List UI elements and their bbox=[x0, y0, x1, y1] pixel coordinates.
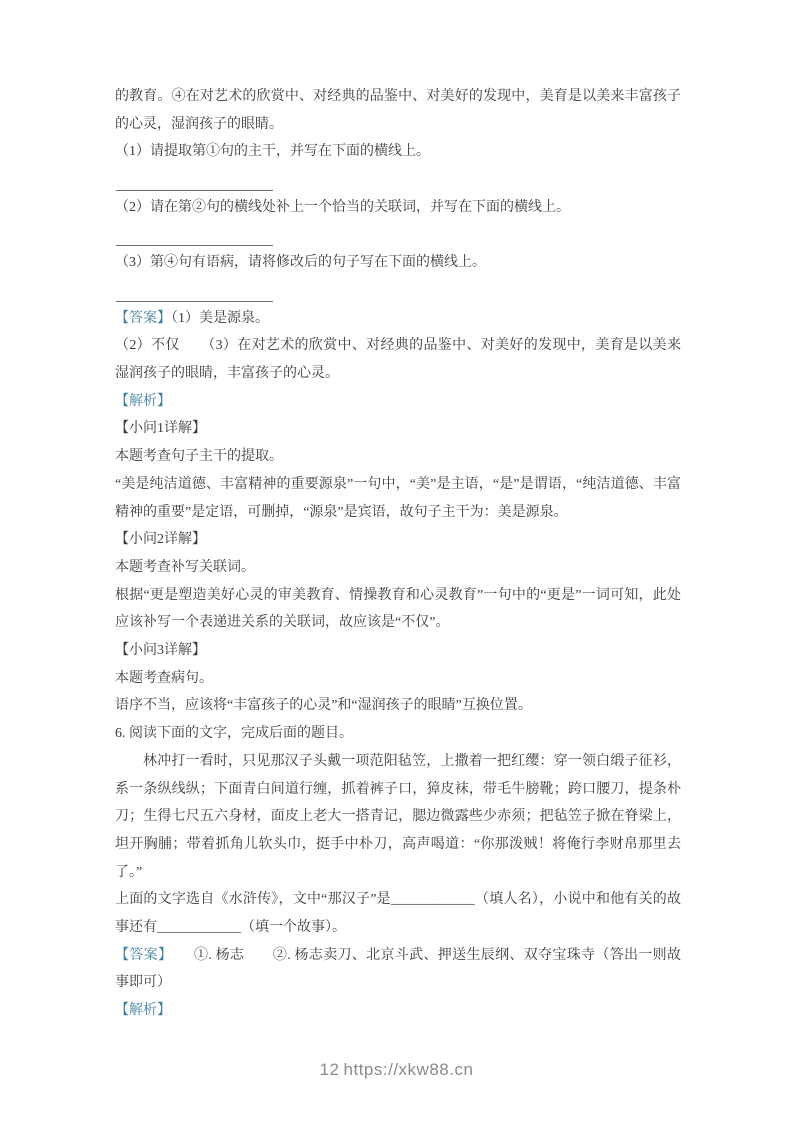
blank-underline bbox=[116, 190, 273, 191]
question-6-stem bbox=[115, 720, 681, 748]
paragraph-text: 本题考查补写关联词。 bbox=[115, 559, 255, 575]
paragraph-text: （2）不仅 （3）在对艺术的欣赏中、对经典的品鉴中、对美好的发现中，美育是以美来湿润孩子的眼睛，丰富孩子的心灵。 bbox=[115, 338, 681, 381]
paragraph-text: （3）第④句有语病，请将修改后的句子写在下面的横线上。 bbox=[115, 255, 486, 271]
page-footer bbox=[0, 1060, 793, 1080]
answer-blank-2 bbox=[115, 222, 681, 250]
subq3-detail-intro bbox=[115, 665, 681, 693]
paragraph-text: 本题考查病句。 bbox=[115, 670, 213, 686]
q6-analysis-label bbox=[115, 997, 681, 1025]
blank-underline bbox=[116, 245, 273, 246]
q6-answer bbox=[115, 942, 681, 997]
passage-continuation bbox=[115, 83, 681, 138]
paragraph-text: （1）请提取第①句的主干，并写在下面的横线上。 bbox=[115, 144, 430, 160]
document-content bbox=[115, 83, 681, 1025]
footer-url: https://xkw88.cn bbox=[343, 1060, 474, 1079]
paragraph-text: “美是纯洁道德、丰富精神的重要源泉”一句中，“美”是主语，“是”是谓语，“纯洁道德、丰富精神的重要”是定语，可删掉，“源泉”是宾语，故句子主干为：美是源泉。 bbox=[115, 476, 681, 520]
paragraph-text: 6. 阅读下面的文字，完成后面的题目。 bbox=[115, 726, 353, 742]
paragraph-text: 根据“更是塑造美好心灵的审美教育、情操教育和心灵教育”一句中的“更是”一词可知，此处应该补写一个表递进关系的关联词，故应该是“不仅”。 bbox=[115, 587, 681, 631]
sub-question-3 bbox=[115, 249, 681, 277]
paragraph-text: 本题考查句子主干的提取。 bbox=[115, 449, 283, 465]
paragraph-text: 的教育。④在对艺术的欣赏中、对经典的品鉴中、对美好的发现中，美育是以美来丰富孩子的心灵，湿润孩子的眼睛。 bbox=[115, 89, 681, 132]
subq1-detail-body bbox=[115, 471, 681, 526]
sub-question-1 bbox=[115, 138, 681, 166]
q6-fill-blank-prompt bbox=[115, 886, 681, 941]
q5-answer bbox=[115, 305, 681, 333]
paragraph-text: 【小问2详解】 bbox=[115, 532, 206, 548]
bracket-label: 【答案】 bbox=[115, 310, 171, 326]
paragraph-text: ①. 杨志 ②. 杨志卖刀、北京斗武、押送生辰纲、双夺宝珠寺（答出一则故事即可） bbox=[115, 947, 682, 991]
paragraph-text: （2）请在第②句的横线处补上一个恰当的关联词，并写在下面的横线上。 bbox=[115, 199, 570, 215]
subq2-detail-body bbox=[115, 582, 681, 637]
sub-question-2 bbox=[115, 194, 681, 222]
subq3-detail-heading bbox=[115, 637, 681, 665]
paragraph-text: 【小问1详解】 bbox=[115, 421, 206, 437]
bracket-label: 【解析】 bbox=[115, 393, 171, 409]
page-number: 12 bbox=[319, 1060, 340, 1079]
subq3-detail-body bbox=[115, 692, 681, 720]
reading-passage bbox=[115, 748, 681, 887]
q5-analysis-label bbox=[115, 388, 681, 416]
bracket-label: 【答案】 bbox=[115, 947, 166, 963]
answer-blank-1 bbox=[115, 166, 681, 194]
subq2-detail-heading bbox=[115, 526, 681, 554]
blank-underline bbox=[116, 301, 273, 302]
q5-answer-continued bbox=[115, 332, 681, 387]
paragraph-text: （1）美是源泉。 bbox=[171, 310, 269, 326]
answer-blank-3 bbox=[115, 277, 681, 305]
paragraph-text: 语序不当，应该将“丰富孩子的心灵”和“湿润孩子的眼睛”互换位置。 bbox=[115, 698, 532, 714]
paragraph-text: 林冲打一看时，只见那汉子头戴一项范阳毡笠，上撒着一把红缨：穿一领白缎子征衫，系一条纵线纵；下面青白间道行缠，抓着裤子口，獐皮袜，带毛牛膀靴；跨口腰刀，提条朴刀；生得七尺五六身材，面皮上老大一搭青记，腮边微露些少赤须；把毡笠子掀在脊梁上，坦开胸脯；带着抓角儿软头巾，挺手中朴刀，高声喝道：“你那泼贼！将俺行李财帛那里去了。” bbox=[115, 753, 681, 880]
bracket-label: 【解析】 bbox=[115, 1003, 171, 1019]
subq1-detail-heading bbox=[115, 415, 681, 443]
subq2-detail-intro bbox=[115, 554, 681, 582]
paragraph-text: 上面的文字选自《水浒传》，文中“那汉子”是____________（填人名），小说中和他有关的故事还有____________（填一个故事）。 bbox=[115, 892, 681, 936]
paragraph-text: 【小问3详解】 bbox=[115, 643, 206, 659]
subq1-detail-intro bbox=[115, 443, 681, 471]
